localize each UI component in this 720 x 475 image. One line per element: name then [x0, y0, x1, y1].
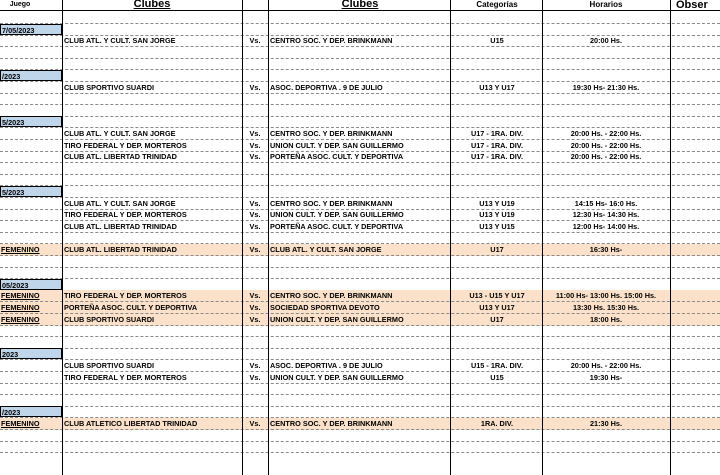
column-divider [670, 0, 671, 475]
date-row [0, 24, 720, 36]
match-row-femenino [0, 302, 720, 314]
schedule-cell: 20:00 Hs. [589, 36, 623, 46]
visitor-club-cell: UNION CULT. Y DEP. SAN GUILLERMO [270, 314, 404, 324]
empty-row [0, 267, 720, 279]
local-club-cell: TIRO FEDERAL Y DEP. MORTEROS [64, 140, 187, 150]
juego-cell [0, 360, 61, 371]
header-horarios: Horarios [589, 0, 623, 9]
schedule-cell: 19:30 Hs- [589, 372, 623, 382]
date-label: 2023 [0, 348, 62, 359]
category-cell: 1RA. DIV. [480, 419, 514, 428]
visitor-club-cell: UNION CULT. Y DEP. SAN GUILLERMO [270, 210, 404, 220]
visitor-club-cell: CLUB ATL. Y CULT. SAN JORGE [270, 245, 382, 254]
vs-cell: Vs. [249, 361, 261, 370]
category-cell: U13 Y U17 [479, 82, 515, 92]
match-row [0, 140, 720, 152]
match-row-femenino [0, 290, 720, 302]
schedule-cell: 20:00 Hs. - 22:00 Hs. [570, 140, 642, 150]
schedule-cell: 20:00 Hs. - 22:00 Hs. [570, 152, 642, 162]
schedule-cell: 18:00 Hs. [589, 314, 623, 324]
juego-cell [0, 140, 61, 151]
vs-cell: Vs. [249, 82, 261, 92]
visitor-club-cell: PORTEÑA ASOC. CULT. Y DEPORTIVA [270, 152, 404, 162]
juego-cell [0, 198, 61, 209]
schedule-cell: 20:00 Hs. - 22:00 Hs. [570, 129, 642, 138]
date-row [0, 348, 720, 360]
column-divider [62, 0, 63, 475]
local-club-cell: CLUB ATLETICO LIBERTAD TRINIDAD [64, 419, 198, 428]
match-row [0, 221, 720, 233]
empty-row [0, 174, 720, 186]
local-club-cell: TIRO FEDERAL Y DEP. MORTEROS [64, 372, 187, 382]
visitor-club-cell: CENTRO SOC. Y DEP. BRINKMANN [270, 36, 393, 46]
schedule-cell: 14:15 Hs- 16:0 Hs. [574, 198, 638, 208]
schedule-cell: 21:30 Hs. [589, 419, 623, 428]
local-club-cell: TIRO FEDERAL Y DEP. MORTEROS [64, 210, 187, 220]
schedule-cell: 16:30 Hs- [589, 245, 623, 254]
column-divider [268, 0, 269, 475]
local-club-cell: CLUB ATL. LIBERTAD TRINIDAD [64, 221, 177, 231]
visitor-club-cell: ASOC. DEPORTIVA . 9 DE JULIO [270, 82, 383, 92]
juego-cell [0, 128, 61, 139]
vs-cell: Vs. [249, 291, 261, 301]
category-cell: U15 - 1RA. DIV. [470, 361, 524, 370]
date-label: /2023 [0, 70, 62, 81]
local-club-cell: CLUB ATL. Y CULT. SAN JORGE [64, 36, 176, 46]
juego-cell [0, 82, 61, 93]
date-label: 05/2023 [0, 279, 62, 290]
schedule-cell: 20:00 Hs. - 22:00 Hs. [570, 361, 642, 370]
date-label: 5/2023 [0, 116, 62, 127]
match-row [0, 209, 720, 221]
header-juego: Juego [9, 1, 31, 8]
local-club-cell: CLUB SPORTIVO SUARDI [64, 361, 154, 370]
vs-cell: Vs. [249, 36, 261, 46]
category-cell: U15 [490, 372, 504, 382]
date-row [0, 70, 720, 82]
schedule-cell: 12:00 Hs- 14:00 Hs. [572, 221, 640, 231]
visitor-club-cell: SOCIEDAD SPORTIVA DEVOTO [270, 303, 380, 312]
juego-cell [0, 372, 61, 383]
empty-row [0, 325, 720, 337]
empty-row [0, 383, 720, 395]
visitor-club-cell: CENTRO SOC. Y DEP. BRINKMANN [270, 129, 393, 138]
juego-cell: FEMENINO [1, 245, 40, 254]
header-categorias: Categorías [476, 0, 518, 9]
category-cell: U13 Y U17 [479, 303, 515, 312]
juego-cell: FEMENINO [1, 314, 40, 324]
empty-row [0, 58, 720, 70]
empty-row [0, 441, 720, 453]
empty-row [0, 430, 720, 442]
visitor-club-cell: ASOC. DEPORTIVA . 9 DE JULIO [270, 361, 383, 370]
juego-cell [0, 151, 61, 162]
schedule-cell: 13:30 Hs. 15:30 Hs. [572, 303, 640, 312]
visitor-club-cell: CENTRO SOC. Y DEP. BRINKMANN [270, 419, 393, 428]
empty-row [0, 163, 720, 175]
column-divider [242, 0, 243, 475]
local-club-cell: CLUB ATL. Y CULT. SAN JORGE [64, 129, 176, 138]
visitor-club-cell: CENTRO SOC. Y DEP. BRINKMANN [270, 198, 393, 208]
date-row [0, 186, 720, 198]
vs-cell: Vs. [249, 140, 261, 150]
juego-cell [0, 209, 61, 220]
empty-row [0, 395, 720, 407]
visitor-club-cell: UNION CULT. Y DEP. SAN GUILLERMO [270, 140, 404, 150]
empty-row [0, 105, 720, 117]
empty-row [0, 47, 720, 59]
schedule-cell: 11:00 Hs- 13:00 Hs. 15:00 Hs. [555, 291, 657, 301]
vs-cell: Vs. [249, 198, 261, 208]
category-cell: U17 [490, 314, 504, 324]
column-divider [542, 0, 543, 475]
empty-row [0, 93, 720, 105]
match-row [0, 82, 720, 94]
vs-cell: Vs. [249, 245, 261, 254]
category-cell: U17 [490, 245, 504, 254]
local-club-cell: CLUB SPORTIVO SUARDI [64, 314, 154, 324]
column-divider [450, 0, 451, 475]
visitor-club-cell: UNION CULT. Y DEP. SAN GUILLERMO [270, 372, 404, 382]
vs-cell: Vs. [249, 221, 261, 231]
match-row [0, 128, 720, 140]
schedule-cell: 19:30 Hs- 21:30 Hs. [572, 82, 640, 92]
vs-cell: Vs. [249, 372, 261, 382]
header-observaciones: Obser [676, 0, 708, 11]
date-label: 7/05/2023 [0, 24, 62, 35]
local-club-cell: CLUB ATL. LIBERTAD TRINIDAD [64, 152, 177, 162]
local-club-cell: CLUB ATL. LIBERTAD TRINIDAD [64, 245, 177, 254]
match-row [0, 35, 720, 47]
category-cell: U17 - 1RA. DIV. [470, 152, 524, 162]
local-club-cell: TIRO FEDERAL Y DEP. MORTEROS [64, 291, 187, 301]
match-row [0, 360, 720, 372]
match-row [0, 198, 720, 210]
category-cell: U15 [490, 36, 504, 46]
date-label: 5/2023 [0, 186, 62, 197]
juego-cell [0, 35, 61, 46]
local-club-cell: PORTEÑA ASOC. CULT. Y DEPORTIVA [64, 303, 198, 312]
empty-row [0, 12, 720, 24]
category-cell: U13 Y U19 [479, 198, 515, 208]
match-row-femenino [0, 418, 720, 430]
empty-row [0, 256, 720, 268]
category-cell: U17 - 1RA. DIV. [470, 140, 524, 150]
local-club-cell: CLUB SPORTIVO SUARDI [64, 82, 154, 92]
match-row-femenino [0, 314, 720, 326]
visitor-club-cell: PORTEÑA ASOC. CULT. Y DEPORTIVA [270, 221, 404, 231]
header-clubes-visitante: Clubes [341, 0, 379, 10]
match-row [0, 151, 720, 163]
empty-row [0, 337, 720, 349]
juego-cell [0, 221, 61, 232]
match-row [0, 372, 720, 384]
juego-cell: FEMENINO [1, 419, 40, 428]
empty-row [0, 232, 720, 244]
juego-cell: FEMENINO [1, 303, 40, 312]
date-label: /2023 [0, 406, 62, 417]
category-cell: U13 Y U19 [479, 210, 515, 220]
vs-cell: Vs. [249, 419, 261, 428]
match-row-femenino [0, 244, 720, 256]
date-row [0, 279, 720, 291]
vs-cell: Vs. [249, 314, 261, 324]
date-row [0, 116, 720, 128]
vs-cell: Vs. [249, 152, 261, 162]
vs-cell: Vs. [249, 129, 261, 138]
category-cell: U17 - 1RA. DIV. [470, 129, 524, 138]
vs-cell: Vs. [249, 210, 261, 220]
local-club-cell: CLUB ATL. Y CULT. SAN JORGE [64, 198, 176, 208]
category-cell: U13 Y U15 [479, 221, 515, 231]
juego-cell: FEMENINO [1, 291, 40, 301]
date-row [0, 406, 720, 418]
vs-cell: Vs. [249, 303, 261, 312]
header-row [0, 0, 720, 11]
schedule-cell: 12:30 Hs- 14:30 Hs. [572, 210, 640, 220]
category-cell: U13 - U15 Y U17 [469, 291, 525, 301]
header-clubes-local: Clubes [133, 0, 171, 10]
visitor-club-cell: CENTRO SOC. Y DEP. BRINKMANN [270, 291, 393, 301]
